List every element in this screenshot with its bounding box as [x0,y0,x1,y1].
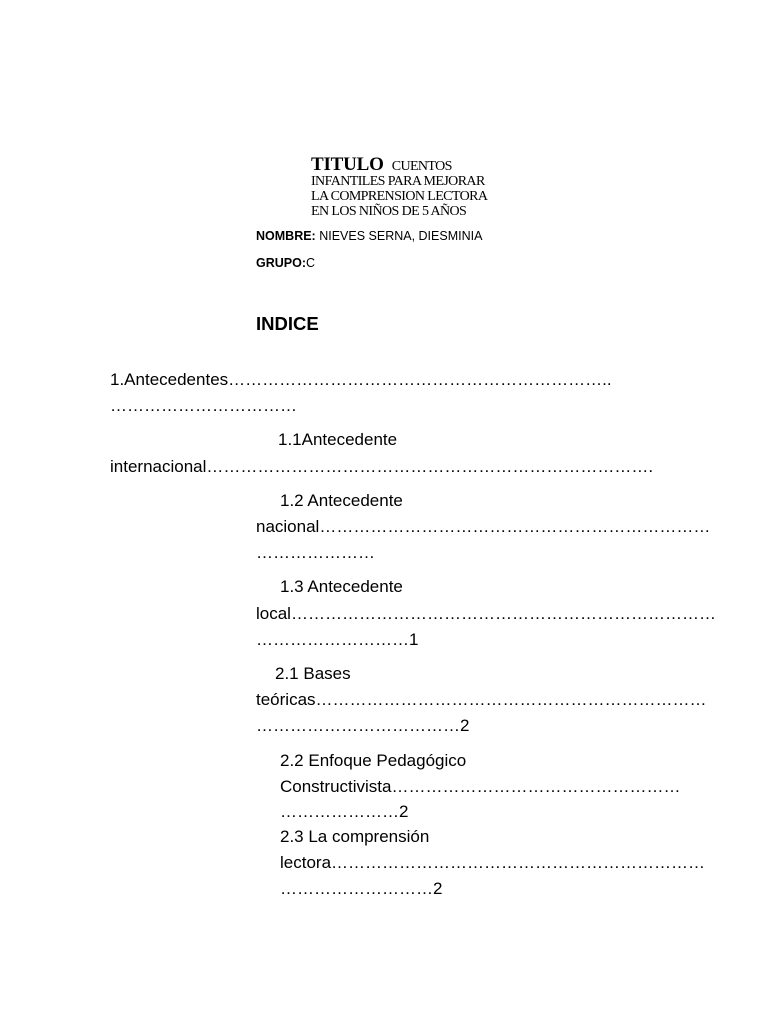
title-line-2: INFANTILES PARA MEJORAR [311,174,485,189]
title-line-4: EN LOS NIÑOS DE 5 AÑOS [311,204,467,219]
toc-entry-1-1-line-2: internacional……………………………………………………………………. [110,457,654,476]
nombre-label: NOMBRE: [256,229,316,243]
document-title-block [311,154,541,219]
toc-entry-1-1-line-1: 1.1Antecedente [278,430,398,449]
toc-entry-2-3-line-1: 2.3 La comprensión [280,827,430,846]
toc-entry-2-2-line-2: Constructivista…………………………………………… [280,777,681,796]
title-line-3: LA COMPRENSION LECTORA [311,189,488,204]
nombre-value: NIEVES SERNA, DIESMINIA [315,229,483,243]
nombre-line [256,229,482,243]
toc-entry-2-1-line-3: ………………………………2 [256,716,470,735]
toc-entry-1-3-line-2: local………………………………………………………………… [256,604,716,623]
toc-entry-2-2-line-1: 2.2 Enfoque Pedagógico [280,751,467,770]
toc-entry-1-3-line-3: ………………………1 [256,630,419,649]
grupo-line [256,256,315,270]
toc-entry-1-2-line-2: nacional…………………………………………………………… [256,517,711,536]
title-text-1: CUENTOS [391,159,452,174]
title-label: TITULO [311,154,384,175]
indice-heading: INDICE [256,313,319,334]
toc-entry-2-1-line-1: 2.1 Bases [275,664,351,683]
toc-entry-1-2-line-3: ………………… [256,543,375,562]
grupo-value: C [306,256,316,270]
toc-entry-2-3-line-2: lectora………………………………………………………… [280,853,706,872]
toc-entry-1-3-line-1: 1.3 Antecedente [280,577,403,596]
title-line-1 [311,154,541,175]
toc-entry-2-1-line-2: teóricas…………………………………………………………… [256,690,707,709]
toc-entry-1-2-line-1: 1.2 Antecedente [280,491,403,510]
toc-entry-1-line-2: …………………………… [110,396,297,415]
toc-entry-2-3-line-3: ………………………2 [280,879,443,898]
grupo-label: GRUPO: [256,256,306,270]
toc-entry-1-line-1: 1.Antecedentes………………………………………………………….. [110,370,612,389]
toc-entry-2-2-line-3: …………………2 [280,802,409,821]
